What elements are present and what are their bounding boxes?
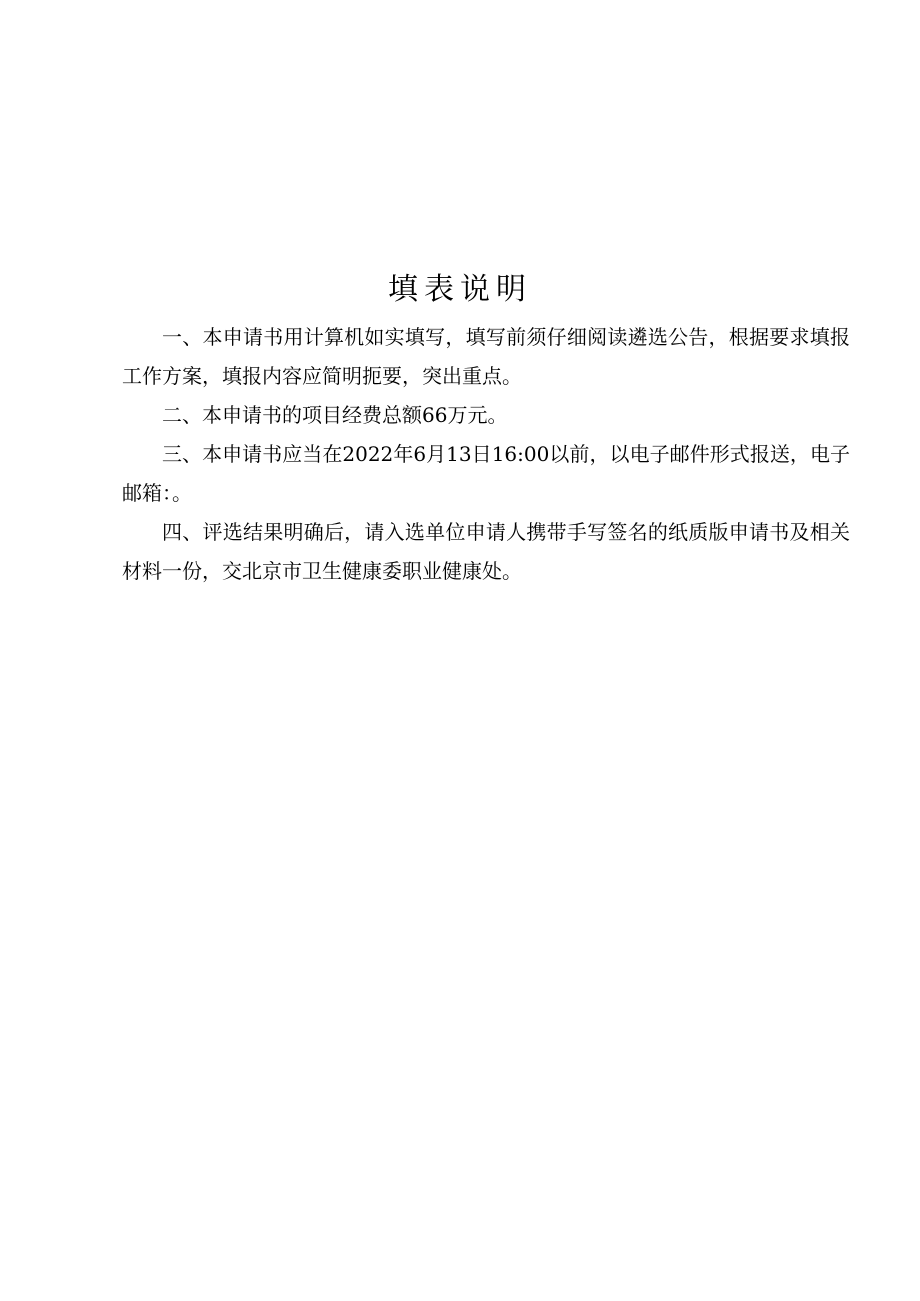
instruction-paragraph-1: 一、本申请书用计算机如实填写，填写前须仔细阅读遴选公告，根据要求填报工作方案，填报内容应简明扼要，突出重点。	[122, 325, 850, 388]
instruction-paragraph-3: 三、本申请书应当在2022年6月13日16:00以前，以电子邮件形式报送，电子邮箱：。	[122, 442, 850, 505]
document-title: 填表说明	[388, 272, 532, 307]
instruction-paragraph-2: 二、本申请书的项目经费总额66万元。	[162, 403, 508, 427]
instructions-body	[122, 318, 850, 591]
instruction-paragraph-4: 四、评选结果明确后，请入选单位申请人携带手写签名的纸质版申请书及相关材料一份，交北京市卫生健康委职业健康处。	[122, 520, 850, 583]
